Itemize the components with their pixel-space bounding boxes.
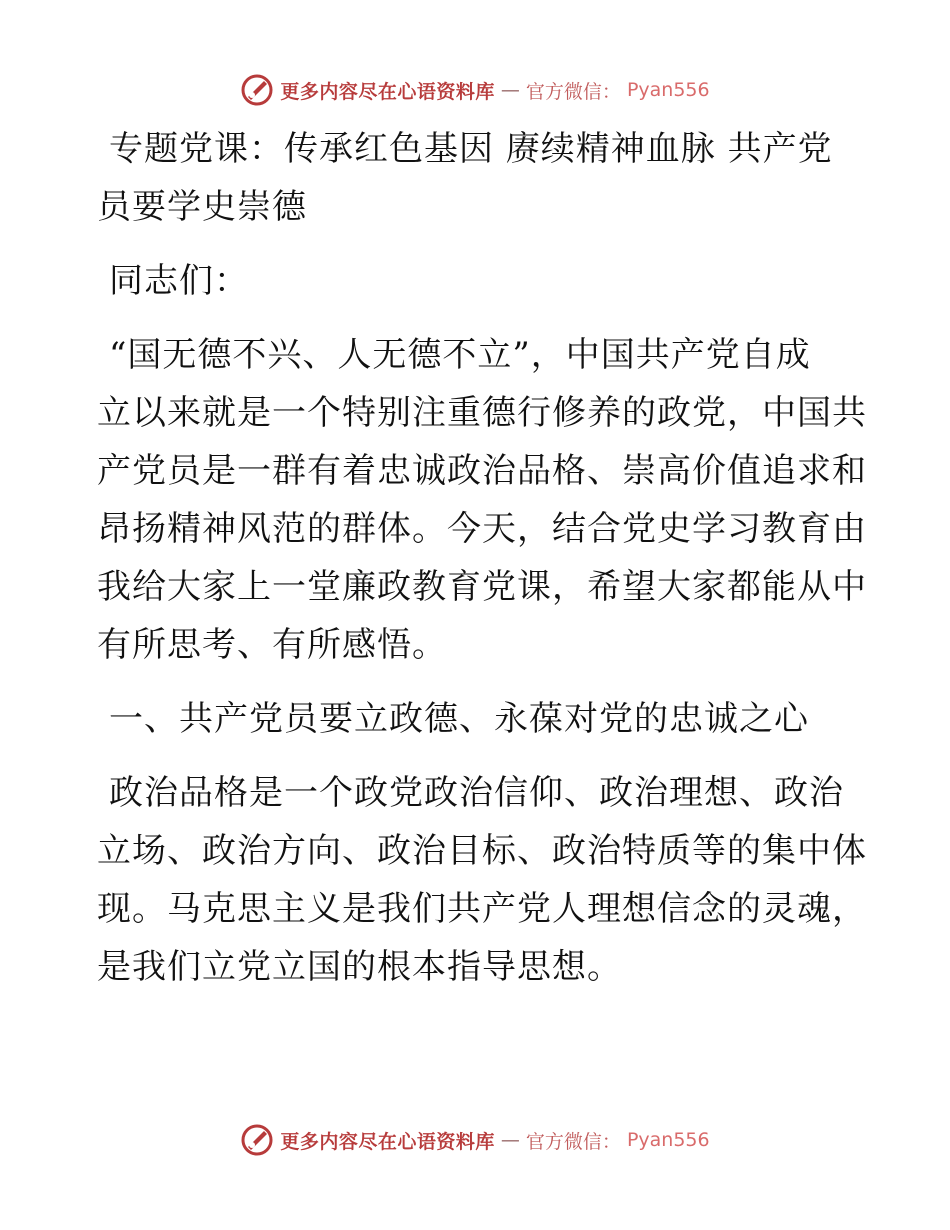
watermark-text: 更多内容尽在心语资料库 bbox=[280, 80, 495, 103]
watermark-dash: — bbox=[500, 79, 520, 101]
watermark-wechat-label: 官方微信： bbox=[525, 1130, 621, 1153]
brand-logo-icon bbox=[240, 73, 274, 107]
paragraph-intro bbox=[97, 326, 867, 674]
watermark-dash: — bbox=[500, 1129, 520, 1151]
paragraph-line: 政治品格是一个政党政治信仰、政治理想、政治 bbox=[109, 773, 844, 813]
watermark-text: 更多内容尽在心语资料库 bbox=[280, 1130, 495, 1153]
paragraph-section-1 bbox=[97, 764, 867, 996]
title-line: 员要学史崇德 bbox=[97, 187, 307, 227]
paragraph-line: 立场、政治方向、政治目标、政治特质等的集中体 bbox=[97, 831, 867, 871]
footer-watermark bbox=[0, 1120, 950, 1160]
paragraph-line: 立以来就是一个特别注重德行修养的政党，中国共 bbox=[97, 393, 867, 433]
document-body bbox=[97, 120, 867, 996]
title-line: 专题党课：传承红色基因 赓续精神血脉 共产党 bbox=[109, 129, 833, 169]
paragraph-line: 产党员是一群有着忠诚政治品格、崇高价值追求和 bbox=[97, 451, 867, 491]
watermark-wechat-label: 官方微信： bbox=[525, 80, 621, 103]
section-heading-1: 一、共产党员要立政德、永葆对党的忠诚之心 bbox=[109, 699, 809, 739]
greeting: 同志们： bbox=[109, 261, 249, 301]
watermark-wechat-id: Pyan556 bbox=[626, 1129, 710, 1151]
watermark-wechat-id: Pyan556 bbox=[626, 79, 710, 101]
header-watermark bbox=[0, 70, 950, 110]
paragraph-line: 是我们立党立国的根本指导思想。 bbox=[97, 947, 622, 987]
paragraph-line: 现。马克思主义是我们共产党人理想信念的灵魂， bbox=[97, 889, 867, 929]
brand-logo-icon bbox=[240, 1123, 274, 1157]
document-title bbox=[97, 120, 857, 236]
paragraph-line: 我给大家上一堂廉政教育党课，希望大家都能从中 bbox=[97, 567, 867, 607]
paragraph-line: 有所思考、有所感悟。 bbox=[97, 625, 447, 665]
paragraph-line: 昂扬精神风范的群体。今天，结合党史学习教育由 bbox=[97, 509, 867, 549]
paragraph-line: “国无德不兴、人无德不立”，中国共产党自成 bbox=[109, 335, 811, 375]
